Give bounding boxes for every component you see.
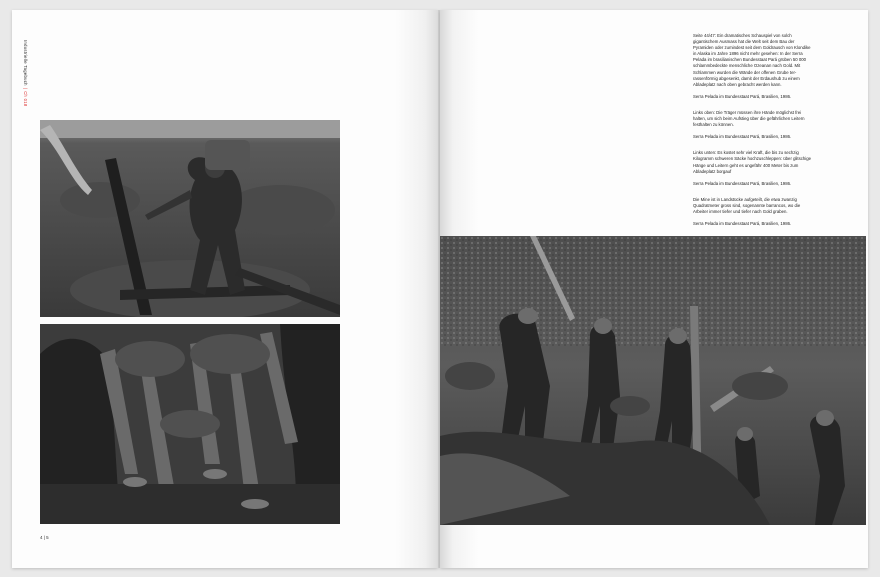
running-head-issue: Ch 018 — [23, 91, 28, 107]
caption-credit: Serra Pelada im Bundesstaat Pará, Brasilien, 1986. — [693, 134, 792, 140]
caption-credit: Serra Pelada im Bundesstaat Pará, Brasilien, 1986. — [693, 180, 792, 186]
photo-climber-ladder — [40, 120, 340, 317]
running-head-section: Industrielle Tagebuch — [23, 40, 28, 86]
running-head: Industrielle Tagebuch|Ch 018 — [23, 40, 28, 107]
caption-text: Links unten: Es kostet sehr viel Kraft, die bis zu sechzig Kilogramm schweren Säcke hochzuschleppen: über glitschige Hänge und Leitern geht es ungefähr 400 Meter bis zum Abladeplatz borgauf — [693, 150, 811, 174]
caption-text: Seite 44/47: Ein dramatisches Schauspiel von solch gigantischem Ausmass hat die Welt seit dem Bau der Pyramiden oder zumindest seit dem Goldrausch von Klondike in Alaska im Jahre 1896 nicht mehr gesehen: In der Serra Pelada im brasilianischen Bundesstaat Pará grüben 50 000 schlammbedeckte menschliche Ozeanan nach Gold. Mit Schlammen wurden die Wände der offenen Grube ter-rassenförmig abgesenkt, damit der Erdaushub zu einem Abladeplatz nach oben gebracht werden kann. — [693, 33, 811, 87]
left-page — [12, 10, 438, 568]
caption-text: Die Mine ist in Landstücke aufgeteilt, die etwa zwanzig Quadratmeter gross sind, sogenannte barrancos, wo die Arbeiter immer tiefer und tiefer nach Gold graben. — [693, 196, 801, 214]
caption-credit: Serra Pelada im Bundesstaat Pará, Brasilien, 1986. — [693, 93, 792, 99]
photo-crowd-legs — [40, 324, 340, 524]
page-folio: 4 | 5 — [40, 535, 49, 540]
caption-column — [693, 33, 811, 237]
caption-credit: Serra Pelada im Bundesstaat Pará, Brasilien, 1986. — [693, 221, 792, 227]
caption-text: Links oben: Die Träger müssen ihre Hände möglichst frei halten, um sich beim Aufstieg über die gefährlichen Leitern festhalten zu können. — [693, 109, 805, 128]
photo-mine-panorama — [440, 236, 866, 525]
